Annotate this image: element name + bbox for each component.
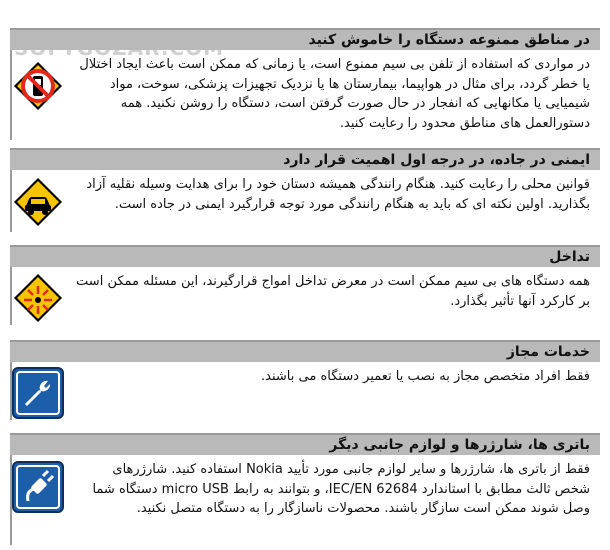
section-road-safety: [10, 148, 600, 212]
section-title: باتری ها، شارژرها و لوازم جانبی دیگر: [10, 433, 600, 455]
section-body: فقط از باتری ها، شارژرها و سایر لوازم جانبی مورد تأیید Nokia استفاده کنید. شارژرهای شخص ثالث مطابق با استاندارد IEC/EN 62684، و بتوانند به رابط micro USB دستگاه شما وصل شوند ممکن است سازگار باشند. محصولات ناسازگار را به دستگاه متصل نکنید.: [92, 462, 590, 516]
section-body: در مواردی که استفاده از تلفن بی سیم ممنوع است، یا زمانی که ممکن است باعث ایجاد اختلال یا خطر گردد، برای مثال در هواپیما، بیمارستان ها یا نزدیک تجهیزات پزشکی، سوخت، مواد شیمیایی یا مکانهایی که انفجار در حال صورت گرفتن است، دستگاه را روشن نکنید. همه دستورالعمل های مناطق محدود را رعایت کنید.: [79, 57, 590, 131]
section-batteries-chargers: [10, 433, 600, 516]
section-title: در مناطق ممنوعه دستگاه را خاموش کنید: [10, 28, 600, 50]
section-body: فقط افراد متخصص مجاز به نصب یا تعمیر دستگاه می باشند.: [261, 369, 590, 384]
charger-icon: [12, 461, 64, 513]
section-title: ایمنی در جاده، در درجه اول اهمیت قرار دارد: [10, 148, 600, 170]
section-body: قوانین محلی را رعایت کنید. هنگام رانندگی همیشه دستان خود را برای هدایت وسیله نقلیه آزاد بگذارید. اولین نکته ای که باید به هنگام رانندگی مورد توجه قرارگیرد ایمنی در جاده است.: [86, 177, 590, 212]
section-restricted-areas: [10, 28, 600, 131]
section-title: خدمات مجاز: [10, 340, 600, 362]
section-interference: [10, 245, 600, 309]
wrench-icon: [12, 367, 64, 419]
section-title: تداخل: [10, 245, 600, 267]
interference-icon: [12, 272, 64, 324]
section-body: همه دستگاه های بی سیم ممکن است در معرض تداخل امواج قرارگیرند، این مسئله ممکن است بر کارکرد آنها تأثیر بگذارد.: [76, 274, 590, 309]
road-safety-icon: [12, 176, 64, 228]
section-authorized-service: [10, 340, 600, 384]
no-phone-icon: [12, 60, 64, 112]
